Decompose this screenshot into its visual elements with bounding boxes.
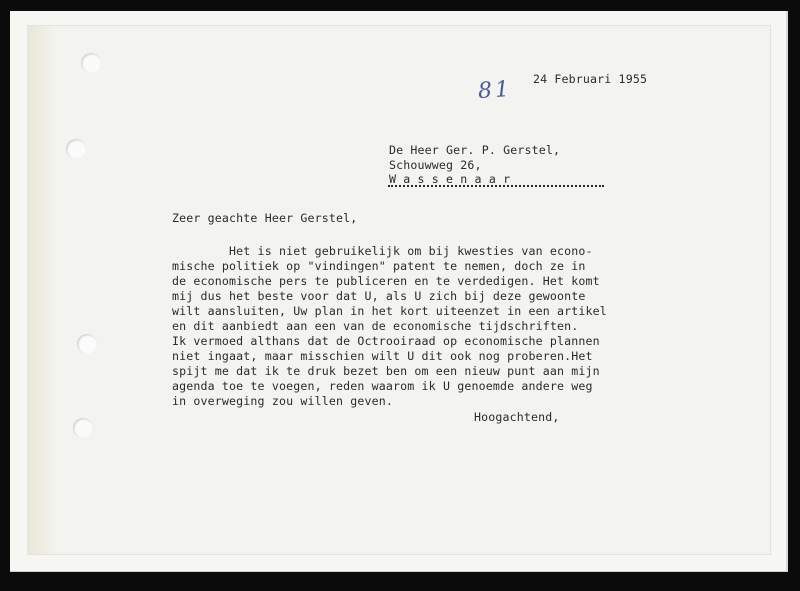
handwritten-number: 81 [477,76,513,105]
body-line: en dit aanbiedt aan een van de economische tijdschriften. [172,319,579,333]
letter-date: 24 Februari 1955 [533,72,648,86]
body-line: Het is niet gebruikelijk om bij kwesties van econo- [172,244,593,258]
address-line-name: De Heer Ger. P. Gerstel, [389,143,561,157]
body-line: mij dus het beste voor dat U, als U zich bij deze gewoonte [172,289,586,303]
body-line: de economische pers te publiceren en te verdedigen. Het komt [172,274,600,288]
body-line: spijt me dat ik te druk bezet ben om een nieuw punt aan mijn [172,364,600,378]
address-line-city: W a s s e n a a r [389,172,511,186]
address-line-street: Schouwweg 26, [389,158,482,172]
body-line: wilt aansluiten, Uw plan in het kort uiteenzet in een artikel [172,304,607,318]
closing: Hoogachtend, [474,410,560,424]
body-line: niet ingaat, maar misschien wilt U dit ook nog proberen.Het [172,349,593,363]
letter-body [172,244,732,414]
body-line: mische politiek op "vindingen" patent te nemen, doch ze in [172,259,586,273]
punch-hole [81,53,101,73]
punch-hole [73,418,93,438]
body-line: in overweging zou willen geven. [172,394,394,408]
body-line: Ik vermoed althans dat de Octrooiraad op economische plannen [172,334,600,348]
paper-binding-edge [28,26,56,554]
city-underline [388,185,604,187]
salutation: Zeer geachte Heer Gerstel, [172,211,358,225]
punch-hole [77,334,97,354]
punch-hole [66,139,86,159]
body-line: agenda toe te voegen, reden waarom ik U genoemde andere weg [172,379,593,393]
